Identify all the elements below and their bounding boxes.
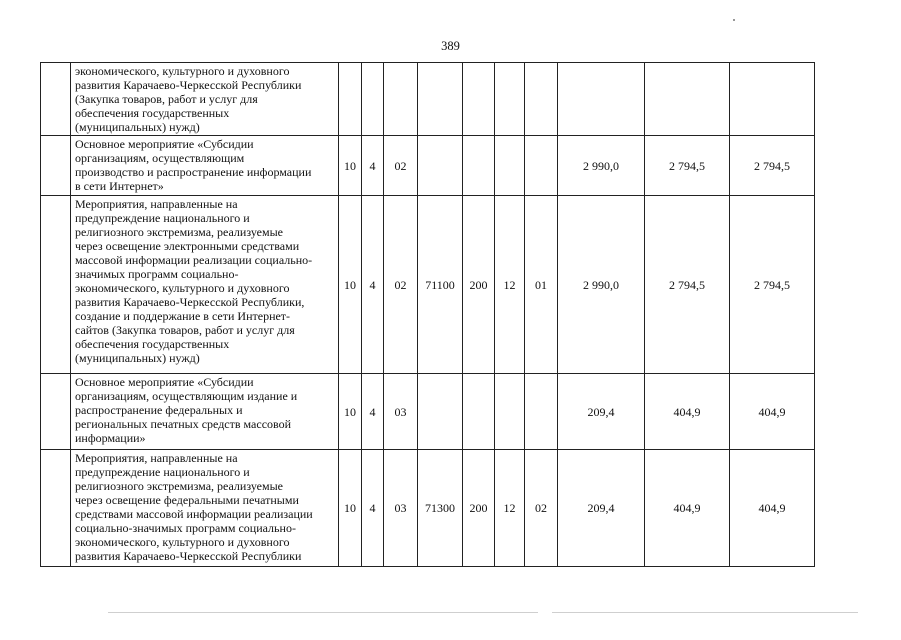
direction-code-cell <box>418 374 463 450</box>
description-line: организациям, осуществляющим <box>75 151 245 165</box>
description-line: Мероприятия, направленные на <box>75 451 238 465</box>
description-line: значимых программ социально- <box>75 267 239 281</box>
direction-code-cell: 71100 <box>418 196 463 374</box>
description-line: религиозного экстремизма, реализуемые <box>75 225 283 239</box>
amount-year3-cell: 404,9 <box>730 374 815 450</box>
description-line: развития Карачаево-Черкесской Республики <box>75 549 302 563</box>
table-row <box>41 136 815 196</box>
page-number: 389 <box>441 39 460 53</box>
program-code-cell: 02 <box>384 196 418 374</box>
amount-year2-cell: 2 794,5 <box>645 136 730 196</box>
subsection-code-cell: 4 <box>362 196 384 374</box>
description-line: предупреждение национального и <box>75 465 250 479</box>
expense-type-cell <box>463 136 495 196</box>
footer-rule-right <box>552 612 858 613</box>
index-cell <box>41 374 71 450</box>
section-code-cell: 10 <box>339 196 362 374</box>
description-line: экономического, культурного и духовного <box>75 535 290 549</box>
section-code-cell: 10 <box>339 136 362 196</box>
index-cell <box>41 63 71 136</box>
amount-year1-cell <box>558 63 645 136</box>
table-row <box>41 450 815 567</box>
code-cell: 01 <box>525 196 558 374</box>
description-line: экономического, культурного и духовного <box>75 281 290 295</box>
program-code-cell: 02 <box>384 136 418 196</box>
description-line: информации» <box>75 431 146 445</box>
amount-year3-cell: 2 794,5 <box>730 196 815 374</box>
scan-speck <box>733 19 735 21</box>
description-line: (Закупка товаров, работ и услуг для <box>75 92 258 106</box>
table-body <box>41 63 815 567</box>
index-cell <box>41 450 71 567</box>
description-line: Мероприятия, направленные на <box>75 197 238 211</box>
direction-code-cell <box>418 63 463 136</box>
index-cell <box>41 196 71 374</box>
expense-type-cell <box>463 374 495 450</box>
amount-year2-cell <box>645 63 730 136</box>
subsection-code-cell: 4 <box>362 136 384 196</box>
description-cell <box>71 196 339 374</box>
description-line: через освещение федеральными печатными <box>75 493 299 507</box>
program-code-cell: 03 <box>384 450 418 567</box>
code-cell: 12 <box>495 196 525 374</box>
direction-code-cell: 71300 <box>418 450 463 567</box>
table-row <box>41 374 815 450</box>
expense-type-cell: 200 <box>463 196 495 374</box>
subsection-code-cell: 4 <box>362 374 384 450</box>
section-code-cell: 10 <box>339 450 362 567</box>
amount-year3-cell: 404,9 <box>730 450 815 567</box>
code-cell <box>495 63 525 136</box>
section-code-cell <box>339 63 362 136</box>
table-row <box>41 63 815 136</box>
description-line: массовой информации реализации социально- <box>75 253 313 267</box>
budget-table <box>40 62 815 567</box>
description-cell <box>71 63 339 136</box>
code-cell <box>495 136 525 196</box>
amount-year3-cell: 2 794,5 <box>730 136 815 196</box>
description-line: сайтов (Закупка товаров, работ и услуг для <box>75 323 295 337</box>
section-code-cell: 10 <box>339 374 362 450</box>
amount-year1-cell: 209,4 <box>558 374 645 450</box>
code-cell: 12 <box>495 450 525 567</box>
amount-year1-cell: 2 990,0 <box>558 136 645 196</box>
program-code-cell: 03 <box>384 374 418 450</box>
description-line: распространение федеральных и <box>75 403 243 417</box>
code-cell <box>495 374 525 450</box>
subsection-code-cell: 4 <box>362 450 384 567</box>
table-row <box>41 196 815 374</box>
code-cell <box>525 136 558 196</box>
description-line: религиозного экстремизма, реализуемые <box>75 479 283 493</box>
description-cell <box>71 136 339 196</box>
description-line: в сети Интернет» <box>75 179 164 193</box>
description-line: предупреждение национального и <box>75 211 250 225</box>
code-cell <box>525 63 558 136</box>
description-line: (муниципальных) нужд) <box>75 120 200 134</box>
expense-type-cell <box>463 63 495 136</box>
description-line: региональных печатных средств массовой <box>75 417 292 431</box>
description-line: социально-значимых программ социально- <box>75 521 296 535</box>
description-line: создание и поддержание в сети Интернет- <box>75 309 291 323</box>
description-line: Основное мероприятие «Субсидии <box>75 375 254 389</box>
description-line: (муниципальных) нужд) <box>75 351 200 365</box>
amount-year3-cell <box>730 63 815 136</box>
description-line: экономического, культурного и духовного <box>75 64 290 78</box>
amount-year1-cell: 2 990,0 <box>558 196 645 374</box>
description-line: Основное мероприятие «Субсидии <box>75 137 254 151</box>
description-cell <box>71 374 339 450</box>
description-line: обеспечения государственных <box>75 337 230 351</box>
description-cell <box>71 450 339 567</box>
code-cell: 02 <box>525 450 558 567</box>
program-code-cell <box>384 63 418 136</box>
description-line: производство и распространение информации <box>75 165 312 179</box>
expense-type-cell: 200 <box>463 450 495 567</box>
description-line: через освещение электронными средствами <box>75 239 300 253</box>
description-line: развития Карачаево-Черкесской Республики, <box>75 295 305 309</box>
description-line: средствами массовой информации реализации <box>75 507 313 521</box>
index-cell <box>41 136 71 196</box>
direction-code-cell <box>418 136 463 196</box>
description-line: развития Карачаево-Черкесской Республики <box>75 78 302 92</box>
footer-rule-left <box>108 612 538 613</box>
amount-year1-cell: 209,4 <box>558 450 645 567</box>
description-line: организациям, осуществляющим издание и <box>75 389 298 403</box>
description-line: обеспечения государственных <box>75 106 230 120</box>
amount-year2-cell: 404,9 <box>645 374 730 450</box>
amount-year2-cell: 404,9 <box>645 450 730 567</box>
subsection-code-cell <box>362 63 384 136</box>
code-cell <box>525 374 558 450</box>
amount-year2-cell: 2 794,5 <box>645 196 730 374</box>
